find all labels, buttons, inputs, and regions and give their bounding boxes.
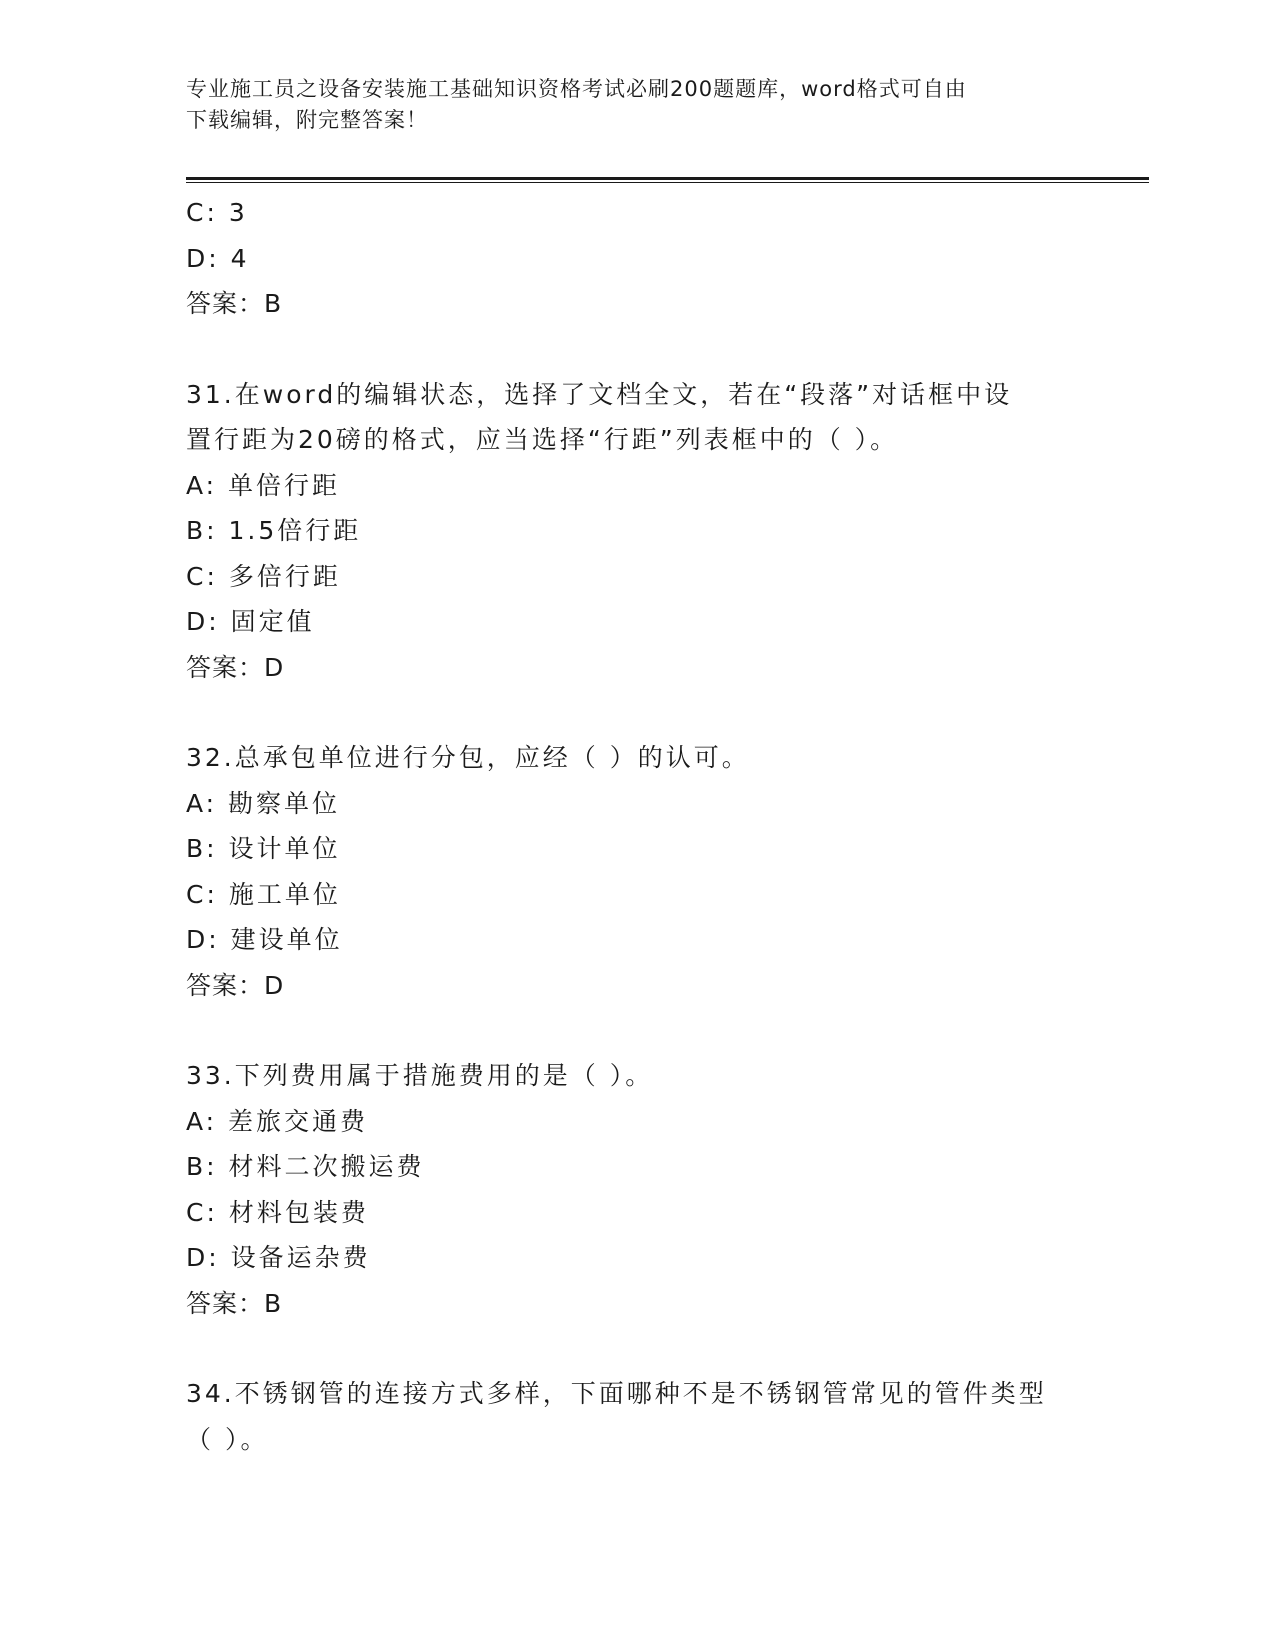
answer-line: 答案：B — [186, 1288, 283, 1318]
option-c: C: 材料包装费 — [186, 1197, 369, 1227]
option-d: D: 4 — [186, 243, 250, 273]
header-divider-thick — [186, 177, 1149, 180]
question-stem: 置行距为20磅的格式，应当选择“行距”列表框中的（ ）。 — [186, 425, 899, 454]
question-30-tail — [186, 190, 1086, 327]
option-d: D: 建设单位 — [186, 925, 343, 954]
option-b: B: 材料二次搬运费 — [186, 1152, 425, 1181]
question-list — [186, 190, 1086, 1462]
question-stem: （ ）。 — [186, 1424, 269, 1454]
option-a: A: 勘察单位 — [186, 788, 341, 818]
header-line-2: 下载编辑，附完整答案！ — [186, 108, 428, 132]
spacer — [186, 1326, 1086, 1371]
option-c: C: 3 — [186, 198, 248, 227]
option-d: D: 固定值 — [186, 607, 315, 636]
option-b: B: 1.5倍行距 — [186, 516, 362, 545]
question-stem: 33.下列费用属于措施费用的是（ ）。 — [186, 1061, 654, 1090]
answer-line: 答案：D — [186, 652, 285, 682]
spacer — [186, 690, 1086, 735]
question-34 — [186, 1371, 1086, 1462]
option-c: C: 多倍行距 — [186, 561, 341, 591]
question-32 — [186, 735, 1086, 1008]
option-b: B: 设计单位 — [186, 834, 341, 863]
question-33 — [186, 1053, 1086, 1326]
question-stem: 31.在word的编辑状态，选择了文档全文，若在“段落”对话框中设 — [186, 379, 1013, 409]
header-divider-thin — [186, 182, 1149, 183]
header-line-1: 专业施工员之设备安装施工基础知识资格考试必刷200题题库，word格式可自由 — [186, 77, 967, 101]
document-header — [186, 74, 1066, 136]
question-stem: 32.总承包单位进行分包，应经（ ）的认可。 — [186, 743, 750, 772]
option-a: A: 差旅交通费 — [186, 1106, 369, 1136]
option-d: D: 设备运杂费 — [186, 1243, 371, 1272]
question-31 — [186, 372, 1086, 691]
question-stem: 34.不锈钢管的连接方式多样，下面哪种不是不锈钢管常见的管件类型 — [186, 1379, 1047, 1408]
spacer — [186, 1008, 1086, 1053]
option-a: A: 单倍行距 — [186, 470, 341, 500]
answer-line: 答案：D — [186, 970, 285, 1000]
spacer — [186, 327, 1086, 372]
option-c: C: 施工单位 — [186, 879, 341, 909]
answer-line: 答案：B — [186, 289, 283, 318]
